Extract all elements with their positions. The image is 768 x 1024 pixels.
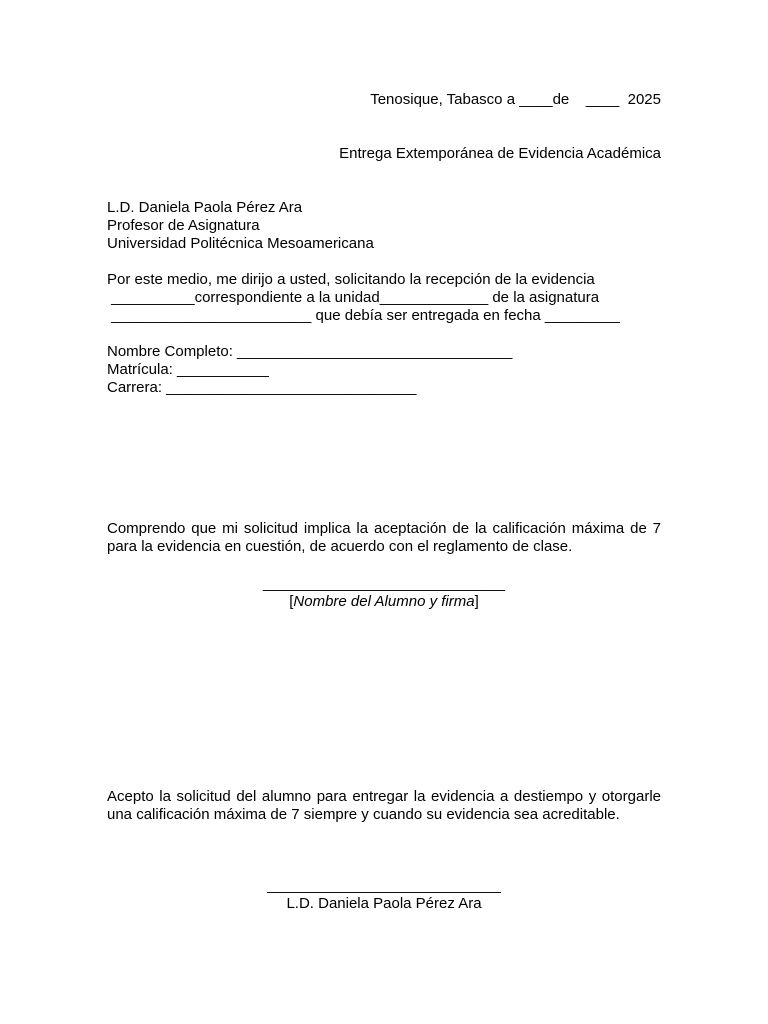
bracket-open: [ — [289, 593, 294, 610]
student-id-field: Matrícula: ___________ — [107, 361, 269, 378]
student-signature-label — [234, 593, 534, 611]
place-date-line: Tenosique, Tabasco a ____de ____ 2025 — [370, 91, 661, 108]
recipient-role: Profesor de Asignatura — [107, 217, 260, 234]
student-signature-text: Nombre del Alumno y firma — [293, 593, 475, 610]
student-name-field: Nombre Completo: _________________________________ — [107, 343, 513, 360]
subject-line: Entrega Extemporánea de Evidencia Académica — [339, 145, 661, 162]
recipient-name: L.D. Daniela Paola Pérez Ara — [107, 199, 303, 216]
request-line-2: __________correspondiente a la unidad_____________ de la asignatura — [107, 289, 600, 306]
professor-signature-name: L.D. Daniela Paola Pérez Ara — [286, 895, 482, 912]
request-line-3: ________________________ que debía ser entregada en fecha _________ — [107, 307, 620, 324]
professor-signature-line: ____________________________ — [267, 877, 501, 894]
bracket-close: ] — [474, 593, 479, 610]
request-line-1: Por este medio, me dirijo a usted, solicitando la recepción de la evidencia — [107, 271, 595, 288]
acknowledgement-paragraph: Comprendo que mi solicitud implica la aceptación de la calificación máxima de 7 para la evidencia en cuestión, de acuerdo con el reglamento de clase. — [107, 520, 661, 555]
student-career-field: Carrera: ______________________________ — [107, 379, 417, 396]
acceptance-paragraph: Acepto la solicitud del alumno para entregar la evidencia a destiempo y otorgarle una calificación máxima de 7 siempre y cuando su evidencia sea acreditable. — [107, 788, 661, 823]
recipient-institution: Universidad Politécnica Mesoamericana — [107, 235, 374, 252]
student-signature-line: _____________________________ — [263, 575, 505, 592]
